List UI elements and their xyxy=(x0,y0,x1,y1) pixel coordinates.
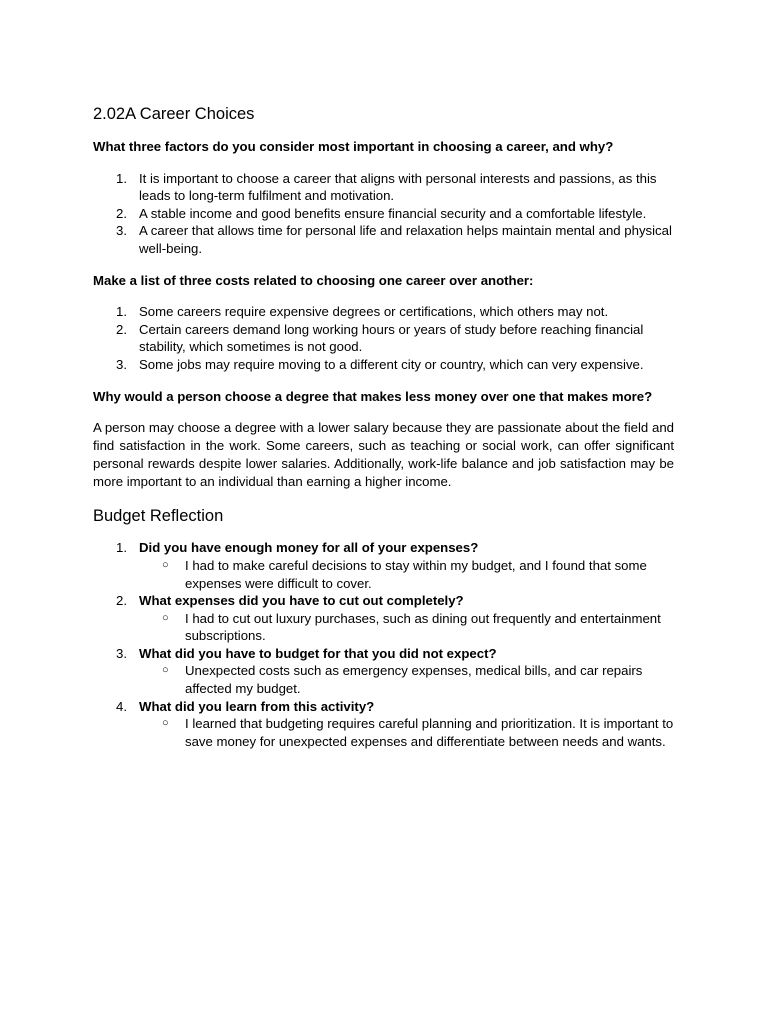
list-number: 2. xyxy=(116,593,127,609)
hollow-circle-bullet-icon: ○ xyxy=(162,558,169,571)
reflection-answer xyxy=(139,557,674,592)
list-item-text: Some jobs may require moving to a different city or country, which can very expensive. xyxy=(139,356,644,372)
reflection-answer-text: I had to make careful decisions to stay within my budget, and I found that some expenses were difficult to cover. xyxy=(185,557,647,591)
list-number: 3. xyxy=(116,645,127,661)
reflection-answer-text: I learned that budgeting requires careful planning and prioritization. It is important to save money for unexpected expenses and differentiate between needs and wants. xyxy=(185,716,674,749)
question-career-costs: Make a list of three costs related to choosing one career over another: xyxy=(93,272,534,288)
question-career-factors: What three factors do you consider most important in choosing a career, and why? xyxy=(93,139,614,154)
list-item xyxy=(93,592,674,645)
list-item xyxy=(93,321,674,356)
list-item xyxy=(93,170,674,205)
list-number: 1. xyxy=(116,170,127,186)
reflection-answer xyxy=(139,662,674,697)
list-number: 3. xyxy=(116,223,127,239)
reflection-question: Did you have enough money for all of your expenses? xyxy=(139,540,479,556)
list-item xyxy=(93,222,674,257)
list-number: 2. xyxy=(116,321,127,337)
list-item-text: A stable income and good benefits ensure financial security and a comfortable lifestyle. xyxy=(139,205,647,221)
section-title-budget: Budget Reflection xyxy=(93,507,224,526)
reflection-question: What expenses did you have to cut out completely? xyxy=(139,593,464,609)
list-item-text: Some careers require expensive degrees or certifications, which others may not. xyxy=(139,304,609,320)
reflection-answer-list xyxy=(139,610,674,645)
reflection-question: What did you have to budget for that you did not expect? xyxy=(139,645,497,661)
career-costs-list xyxy=(93,303,674,373)
hollow-circle-bullet-icon: ○ xyxy=(162,611,169,624)
list-item xyxy=(93,356,674,374)
list-number: 3. xyxy=(116,356,127,372)
list-number: 1. xyxy=(116,304,127,320)
reflection-answer xyxy=(139,715,674,750)
list-number: 4. xyxy=(116,698,127,714)
page-title: 2.02A Career Choices xyxy=(93,105,255,123)
reflection-answer-text: Unexpected costs such as emergency expenses, medical bills, and car repairs affected my budget. xyxy=(185,663,643,697)
list-number: 1. xyxy=(116,540,127,556)
reflection-answer xyxy=(139,610,674,645)
reflection-answer-list xyxy=(139,715,674,750)
hollow-circle-bullet-icon: ○ xyxy=(162,664,169,677)
reflection-answer-list xyxy=(139,662,674,697)
list-item xyxy=(93,698,674,751)
list-item-text: Certain careers demand long working hours or years of study before reaching financial stability, which sometimes is not good. xyxy=(139,321,644,355)
list-item xyxy=(93,303,674,321)
answer-lower-salary-degree: A person may choose a degree with a lower salary because they are passionate about the field and find satisfaction in the work. Some careers, such as teaching or social work, can offer significant personal rewards despite lower salaries. Additionally, work-life balance and job satisfaction may be more important to an individual than earning a higher income. xyxy=(93,420,674,489)
list-item xyxy=(93,539,674,592)
reflection-question: What did you learn from this activity? xyxy=(139,698,375,714)
list-item xyxy=(93,205,674,223)
budget-reflection-list xyxy=(93,539,674,750)
list-number: 2. xyxy=(116,205,127,221)
list-item-text: A career that allows time for personal life and relaxation helps maintain mental and physical well-being. xyxy=(139,223,672,256)
list-item-text: It is important to choose a career that aligns with personal interests and passions, as this leads to long-term fulfilment and motivation. xyxy=(139,170,657,204)
hollow-circle-bullet-icon: ○ xyxy=(162,717,169,730)
list-item xyxy=(93,645,674,698)
reflection-answer-text: I had to cut out luxury purchases, such as dining out frequently and entertainment subscriptions. xyxy=(185,610,661,644)
career-factors-list xyxy=(93,170,674,258)
question-lower-salary-degree: Why would a person choose a degree that makes less money over one that makes more? xyxy=(93,388,653,404)
reflection-answer-list xyxy=(139,557,674,592)
